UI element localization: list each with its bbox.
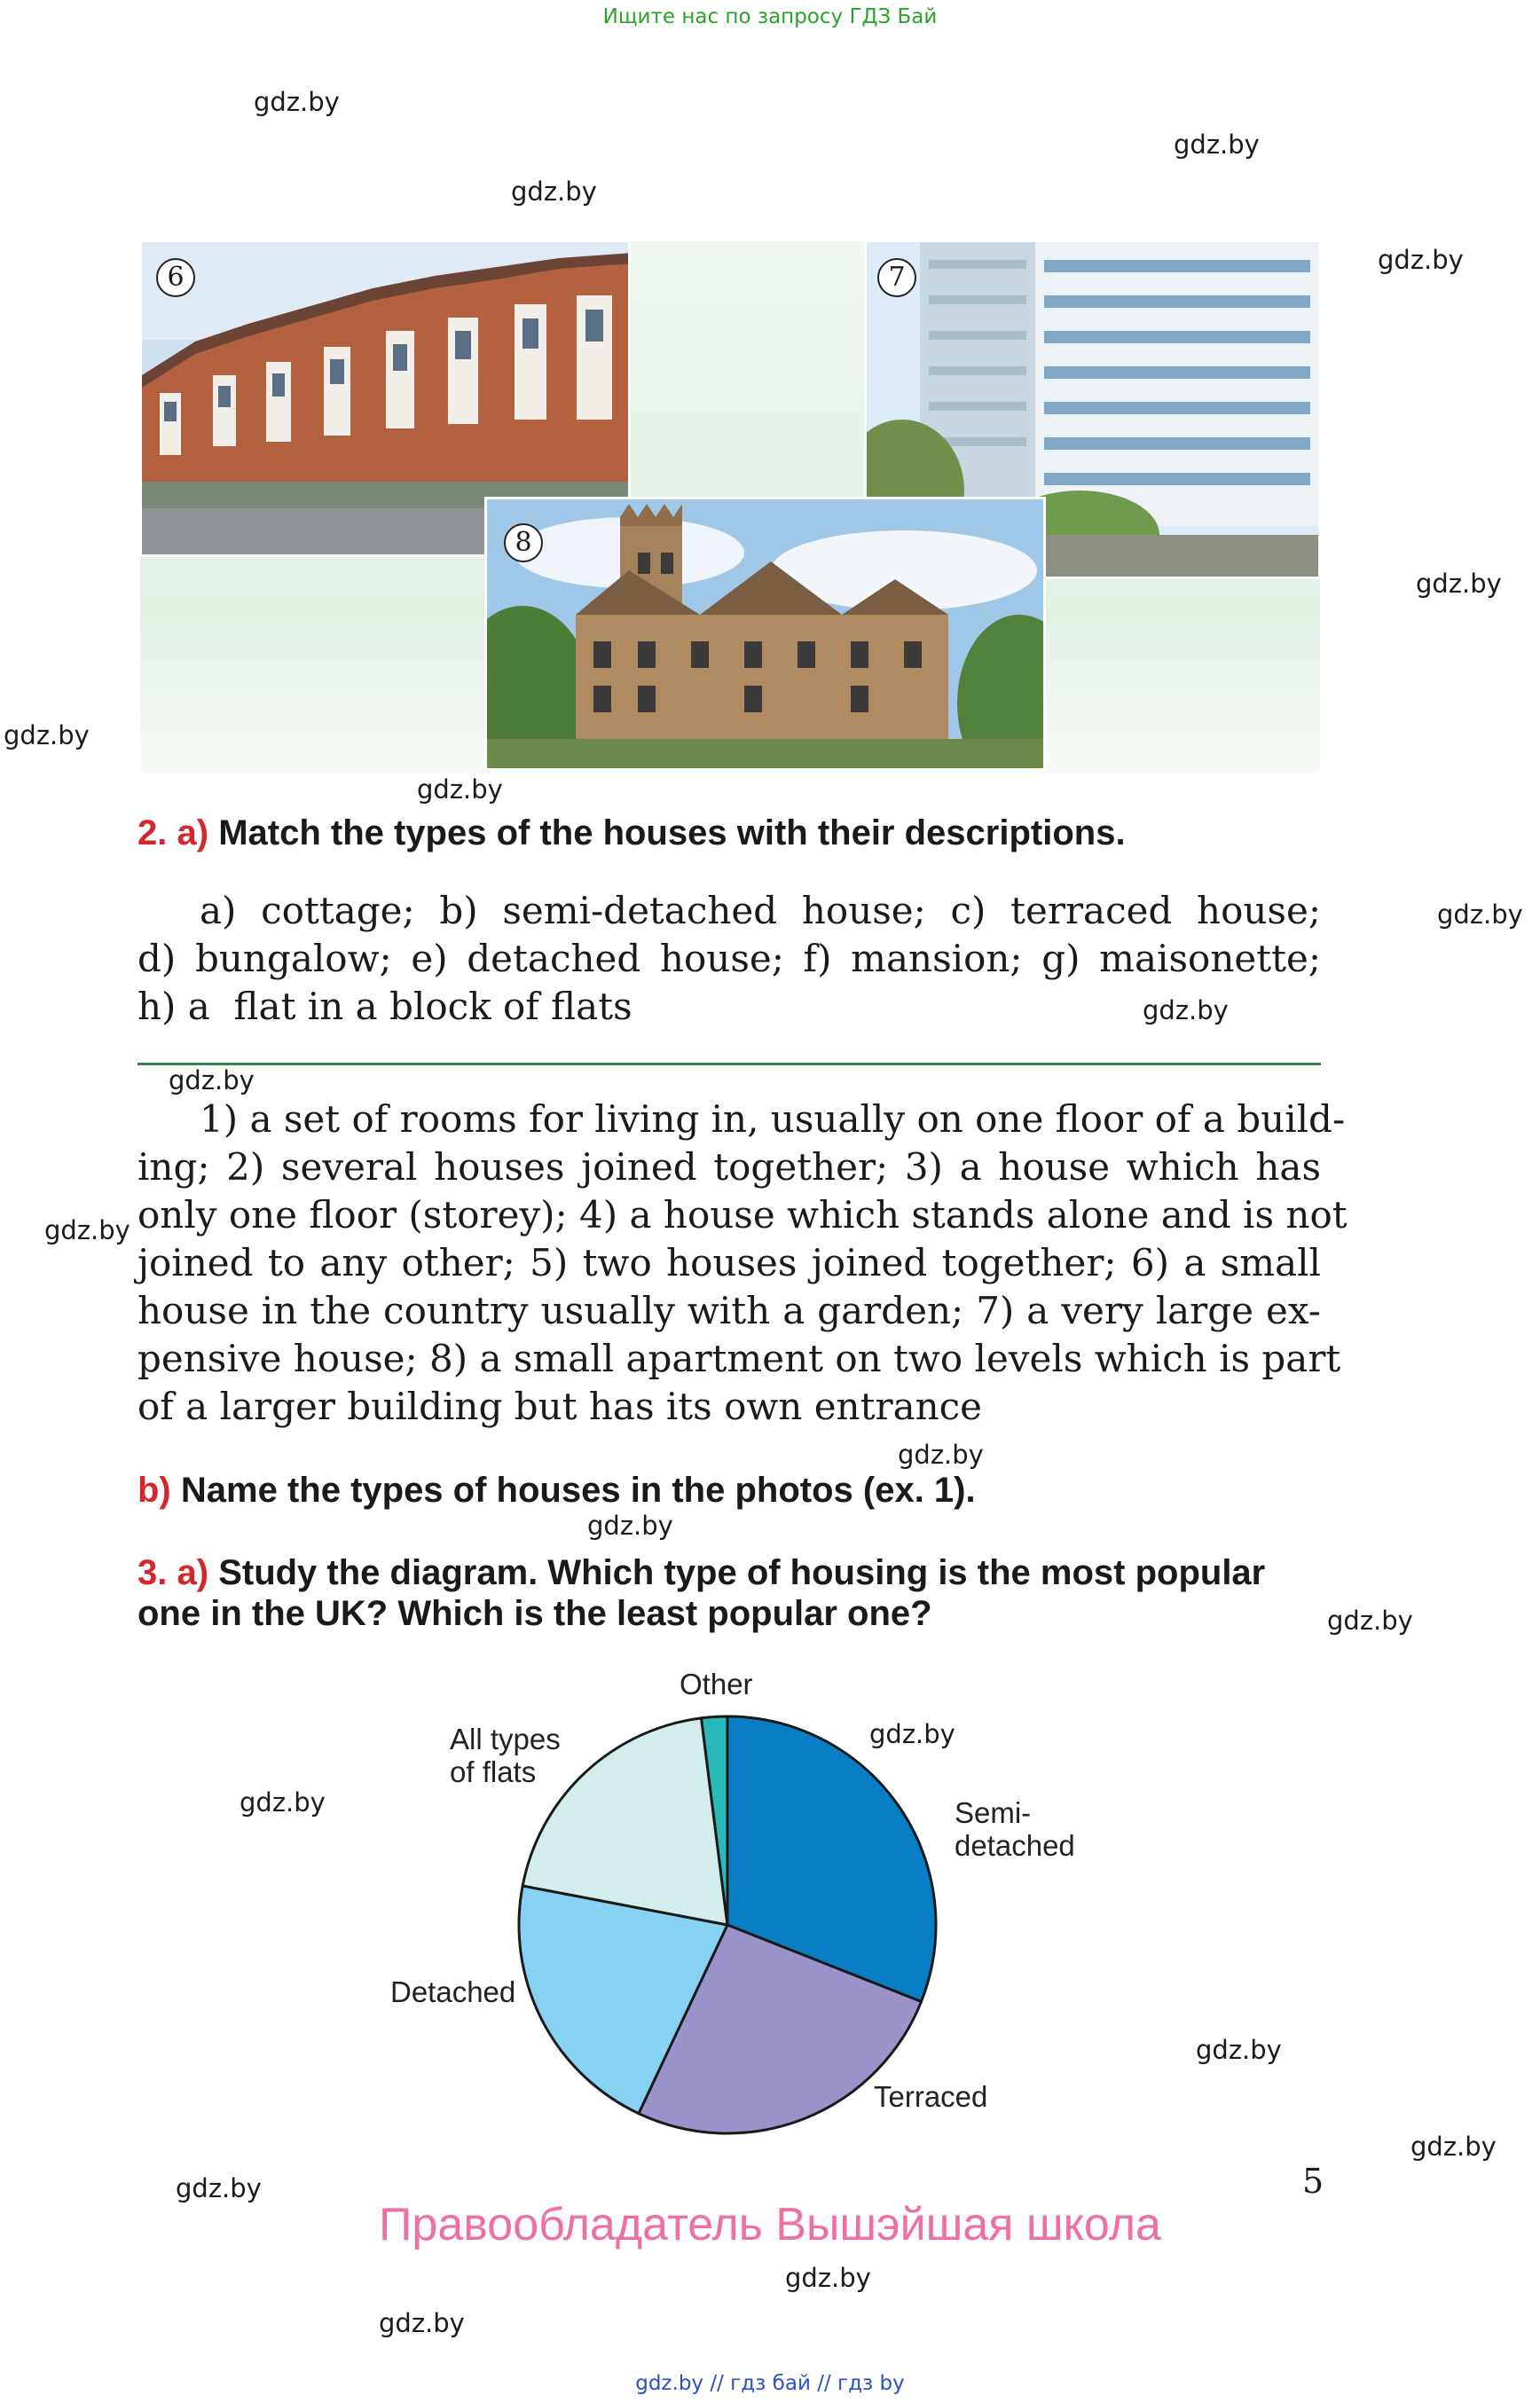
photo-number-badge: 8 [504, 523, 543, 562]
watermark: gdz.by [869, 1719, 955, 1749]
watermark: gdz.by [379, 2308, 465, 2338]
house-types-line: a) cottage; b) semi-detached house; c) terraced house; [200, 889, 1321, 932]
description-line: ing; 2) several houses joined together; 3) a house which has [138, 1145, 1321, 1189]
watermark: gdz.by [1437, 899, 1523, 930]
task3-heading-text: Study the diagram. Which type of housing is the most popular [218, 1553, 1266, 1592]
task2-part-b-text: Name the types of houses in the photos (ex. 1). [180, 1471, 976, 1510]
pie-label-terraced: Terraced [874, 2080, 988, 2113]
task3-part-a-letter: a) [177, 1553, 209, 1592]
house-descriptions-list [138, 1095, 1348, 1431]
watermark: gdz.by [1143, 995, 1229, 1025]
task3-heading [138, 1552, 1265, 1634]
watermark: gdz.by [898, 1440, 984, 1470]
description-line: joined to any other; 5) two houses joined together; 6) a small [138, 1241, 1321, 1284]
watermark: gdz.by [1196, 2035, 1282, 2065]
photo-mansion [484, 497, 1046, 771]
watermark: gdz.by [511, 177, 597, 207]
house-types-line: d) bungalow; e) detached house; f) mansion; g) maisonette; [138, 937, 1321, 980]
pie-label-semi-line: detached [955, 1829, 1075, 1862]
pie-label-other: Other [680, 1668, 753, 1700]
watermark: gdz.by [4, 720, 90, 750]
watermark: gdz.by [1174, 130, 1260, 160]
description-line: only one floor (storey); 4) a house which stands alone and is not [138, 1193, 1348, 1237]
photo-number-badge: 7 [877, 258, 916, 297]
watermark: gdz.by [587, 1511, 673, 1541]
task3-heading-line [138, 1552, 1265, 1593]
watermark: gdz.by [254, 87, 340, 117]
watermark: gdz.by [44, 1215, 130, 1245]
watermark: gdz.by [1327, 1606, 1413, 1636]
task2-part-b [138, 1471, 976, 1511]
description-line: of a larger building but has its own entrance [138, 1385, 983, 1428]
task3-number: 3. [138, 1553, 168, 1592]
top-search-hint[interactable]: Ищите нас по запросу ГДЗ Бай [602, 5, 938, 28]
task3-heading-line: one in the UK? Which is the least popular one? [138, 1594, 932, 1633]
photo-number-badge: 6 [156, 258, 195, 297]
description-line: 1) a set of rooms for living in, usually on one floor of a build- [200, 1097, 1346, 1141]
watermark: gdz.by [176, 2173, 262, 2203]
watermark: gdz.by [785, 2263, 871, 2293]
house-types-list [138, 887, 1321, 1031]
task2-part-a-letter: a) [177, 813, 209, 852]
watermark: gdz.by [1416, 569, 1502, 599]
page-number: 5 [1302, 2162, 1324, 2201]
task2-heading-text: Match the types of the houses with their descriptions. [218, 813, 1126, 852]
pie-label-semi-line: Semi- [955, 1796, 1032, 1829]
pie-label-semi-detached [955, 1796, 1075, 1862]
pie-label-flats-line: of flats [450, 1755, 537, 1788]
footer-links[interactable]: gdz.by // гдз бай // гдз by [635, 2372, 905, 2395]
task2-part-b-letter: b) [138, 1471, 171, 1510]
watermark: gdz.by [417, 774, 503, 805]
watermark: gdz.by [240, 1787, 326, 1818]
task2-number: 2. [138, 813, 168, 852]
description-line: pensive house; 8) a small apartment on two levels which is part [138, 1337, 1341, 1380]
watermark: gdz.by [1410, 2132, 1497, 2162]
watermark: gdz.by [1378, 245, 1464, 275]
pie-label-flats-line: All types [450, 1723, 561, 1755]
watermark: gdz.by [169, 1065, 255, 1095]
pie-label-flats [450, 1723, 561, 1788]
copyright-notice: Правообладатель Вышэйшая школа [379, 2199, 1161, 2250]
description-line: house in the country usually with a garden; 7) a very large ex- [138, 1289, 1321, 1332]
section-divider [138, 1063, 1321, 1065]
house-types-line: h) a flat in a block of flats [138, 985, 632, 1028]
mansion-illustration [487, 499, 1046, 771]
task2-heading [138, 813, 1126, 853]
pie-label-detached: Detached [390, 1975, 516, 2008]
